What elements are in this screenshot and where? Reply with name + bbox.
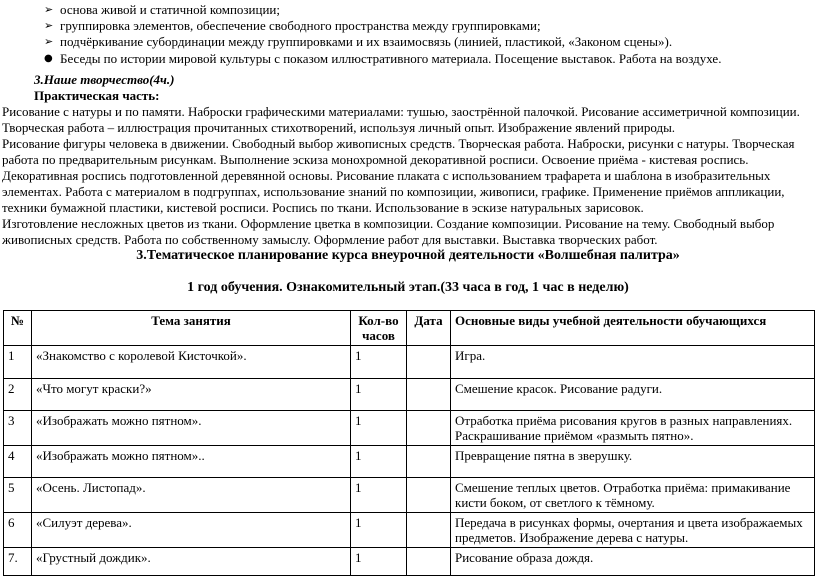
cell-date [407, 548, 451, 576]
cell-hours: 1 [351, 379, 407, 411]
table-row [4, 411, 815, 446]
table-row [4, 478, 815, 513]
cell-activities: Рисование образа дождя. [451, 548, 815, 576]
bullet-text: подчёркивание субординации между группировками и их взаимосвязь (линией, пластикой, «Законом сцены»). [60, 34, 673, 49]
cell-activities: Отработка приёма рисования кругов в разных направлениях. Раскрашивание приёмом «размыть пятно». [451, 411, 815, 446]
paragraph-line: Рисование фигуры человека в движении. Свободный выбор живописных средств. Творческая работа. Наброски, рисунки с натуры. Творческая [2, 136, 795, 151]
table-row [4, 446, 815, 478]
header-topic: Тема занятия [32, 311, 351, 346]
paragraph-line: Декоративная роспись подготовленной деревянной основы. Рисование плаката с использованием трафарета и шаблона в изобразительных [2, 168, 771, 183]
year-heading: 1 год обучения. Ознакомительный этап.(33 часа в год, 1 час в неделю) [187, 280, 629, 295]
cell-date [407, 446, 451, 478]
table-row [4, 346, 815, 379]
arrow-bullet-icon: ➢ [44, 35, 54, 48]
cell-topic: «Что могут краски?» [32, 379, 351, 411]
table-row [4, 513, 815, 548]
cell-hours: 1 [351, 548, 407, 576]
header-date: Дата [407, 311, 451, 346]
cell-activities: Превращение пятна в зверушку. [451, 446, 815, 478]
cell-topic: «Изображать можно пятном». [32, 411, 351, 446]
bullet-item [44, 18, 814, 34]
cell-hours: 1 [351, 411, 407, 446]
table-header-row [4, 311, 815, 346]
cell-num: 1 [4, 346, 32, 379]
paragraph-line: Изготовление несложных цветов из ткани. Оформление цветка в композиции. Создание композиции. Рисование на тему. Свободный выбор [2, 216, 775, 231]
bullet-text: основа живой и статичной композиции; [60, 2, 280, 17]
cell-topic: «Силуэт дерева». [32, 513, 351, 548]
paragraph-line: Творческая работа – иллюстрация прочитанных стихотворений, используя личный опыт. Изображение явлений природы. [2, 120, 676, 135]
dot-item-text: Беседы по истории мировой культуры с показом иллюстративного материала. Посещение выставок. Работа на воздухе. [60, 51, 722, 66]
cell-hours: 1 [351, 446, 407, 478]
cell-topic: «Осень. Листопад». [32, 478, 351, 513]
practice-paragraph [2, 104, 814, 248]
section-subtitle: Практическая часть: [34, 88, 160, 103]
paragraph-line: техники бумажной пластики, кистевой росписи. Роспись по ткани. Использование в эскизе натуральных зарисовок. [2, 200, 644, 215]
cell-num: 5 [4, 478, 32, 513]
section-title: 3.Наше творчество(4ч.) [34, 72, 175, 87]
cell-date [407, 478, 451, 513]
cell-topic: «Изображать можно пятном».. [32, 446, 351, 478]
cell-hours: 1 [351, 346, 407, 379]
bullet-item [44, 34, 814, 50]
cell-date [407, 513, 451, 548]
cell-hours: 1 [351, 513, 407, 548]
cell-activities: Смешение красок. Рисование радуги. [451, 379, 815, 411]
table-row [4, 548, 815, 576]
cell-hours: 1 [351, 478, 407, 513]
arrow-bullet-icon: ➢ [44, 19, 54, 32]
cell-activities: Передача в рисунках формы, очертания и цвета изображаемых предметов. Изображение дерева с натуры. [451, 513, 815, 548]
lesson-table [3, 310, 815, 576]
cell-num: 3 [4, 411, 32, 446]
planning-heading: 3.Тематическое планирование курса внеурочной деятельности «Волшебная палитра» [136, 248, 680, 263]
dot-bullet-icon: ● [44, 53, 53, 64]
paragraph-line: элементах. Работа с материалом в подгруппах, использование знаний по композиции, живописи, графике. Применение приёмов аппликации, [2, 184, 785, 199]
cell-date [407, 379, 451, 411]
bullet-text: группировка элементов, обеспечение свободного пространства между группировками; [60, 18, 541, 33]
header-hours: Кол-во часов [351, 311, 407, 346]
cell-date [407, 411, 451, 446]
paragraph-line: Рисование с натуры и по памяти. Наброски графическими материалами: тушью, заострённой палочкой. Рисование ассиметричной композиции. [2, 104, 800, 119]
arrow-bullet-icon: ➢ [44, 3, 54, 16]
cell-num: 2 [4, 379, 32, 411]
cell-activities: Смешение теплых цветов. Отработка приёма: примакивание кисти боком, от светлого к тёмному. [451, 478, 815, 513]
header-activities: Основные виды учебной деятельности обучающихся [451, 311, 815, 346]
cell-num: 4 [4, 446, 32, 478]
bullet-list [44, 2, 814, 50]
table-row [4, 379, 815, 411]
cell-activities: Игра. [451, 346, 815, 379]
cell-topic: «Грустный дождик». [32, 548, 351, 576]
paragraph-line: живописных средств. Работа по собственному замыслу. Оформление работ для выставки. Выставка творческих работ. [2, 232, 658, 247]
cell-num: 6 [4, 513, 32, 548]
cell-date [407, 346, 451, 379]
bullet-item [44, 2, 814, 18]
header-num: № [4, 311, 32, 346]
cell-topic: «Знакомство с королевой Кисточкой». [32, 346, 351, 379]
paragraph-line: работа по предварительным рисункам. Выполнение эскиза монохромной декоративной росписи. Освоение приёма - кистевая роспись. [2, 152, 749, 167]
cell-num: 7. [4, 548, 32, 576]
